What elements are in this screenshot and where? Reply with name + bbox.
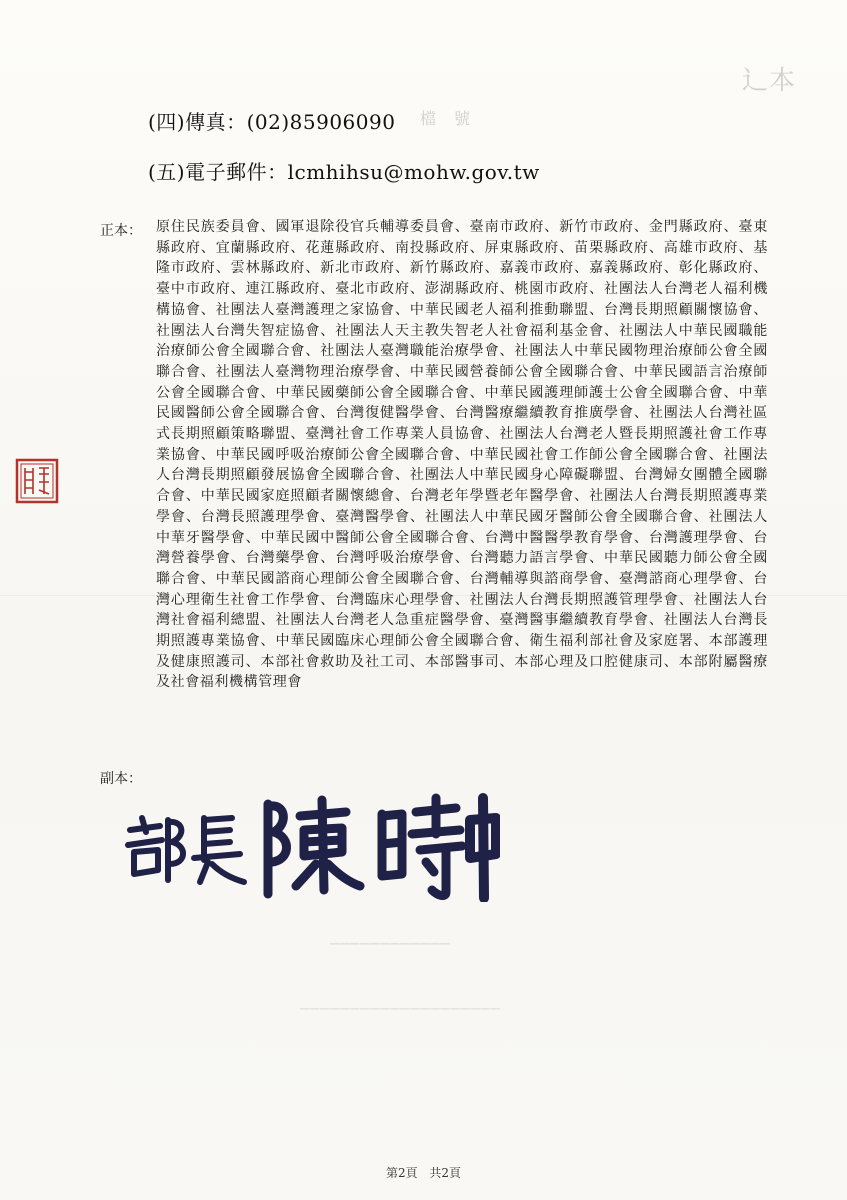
page-footer (0, 1164, 847, 1181)
page-number: 第2頁 (385, 1166, 418, 1180)
primary-recipients-label: 正本： (100, 223, 142, 239)
bleed-through-mark: ──────────── (330, 935, 451, 953)
copy-recipients-label: 副本： (100, 771, 142, 787)
bleed-through-mark: 辶本 (742, 66, 797, 96)
bleed-through-mark: 檔 號 (420, 109, 472, 128)
bleed-through-mark: ──────────────────── (300, 1000, 501, 1018)
page-total: 共2頁 (429, 1166, 462, 1180)
primary-recipients-list: 原住民族委員會、國軍退除役官兵輔導委員會、臺南市政府、新竹市政府、金門縣政府、臺東縣政府、宜蘭縣政府、花蓮縣政府、南投縣政府、屏東縣政府、苗栗縣政府、高雄市政府、基隆市政府、雲林縣政府、新北市政府、新竹縣政府、嘉義市政府、嘉義縣政府、彰化縣政府、臺中市政府、連江縣政府、臺北市政府、澎湖縣政府、桃園市政府、社團法人台灣老人福利機構協會、社團法人臺灣護理之家協會、中華民國老人福利推動聯盟、台灣長期照顧關懷協會、社團法人台灣失智症協會、社團法人天主教失智老人社會福利基金會、社團法人中華民國職能治療師公會全國聯合會、社團法人臺灣職能治療學會、社團法人中華民國物理治療師公會全國聯合會、社團法人臺灣物理治療學會、中華民國營養師公會全國聯合會、中華民國語言治療師公會全國聯合會、中華民國藥師公會全國聯合會、中華民國護理師護士公會全國聯合會、中華民國醫師公會全國聯合會、台灣復健醫學會、台灣醫療繼續教育推廣學會、社團法人台灣社區式長期照顧策略聯盟、臺灣社會工作專業人員協會、社團法人台灣老人暨長期照護社會工作專業協會、中華民國呼吸治療師公會全國聯合會、中華民國社會工作師公會全國聯合會、社團法人台灣長期照顧發展協會全國聯合會、社團法人中華民國身心障礙聯盟、台灣婦女團體全國聯合會、中華民國家庭照顧者關懷總會、台灣老年學暨老年醫學會、社團法人台灣長期照護專業學會、台灣長照護理學會、臺灣醫學會、社團法人中華民國牙醫師公會全國聯合會、社團法人中華牙醫學會、中華民國中醫師公會全國聯合會、台灣中醫醫學教育學會、台灣護理學會、台灣營養學會、台灣藥學會、台灣呼吸治療學會、台灣聽力語言學會、中華民國聽力師公會全國聯合會、中華民國諮商心理師公會全國聯合會、台灣輔導與諮商學會、臺灣諮商心理學會、台灣心理衛生社會工作學會、台灣臨床心理學會、社團法人台灣長期照護管理學會、社團法人台灣社會福利總盟、社團法人台灣老人急重症醫學會、臺灣醫事繼續教育學會、社團法人台灣長期照護專業協會、中華民國臨床心理師公會全國聯合會、衛生福利部社會及家庭署、本部護理及健康照護司、本部社會救助及社工司、本部醫事司、本部心理及口腔健康司、本部附屬醫療及社會福利機構管理會 (156, 219, 768, 691)
official-seal-stamp (15, 458, 59, 504)
fax-line: (四)傳真：(02)85906090 (148, 110, 396, 134)
email-line: (五)電子郵件：lcmhihsu@mohw.gov.tw (148, 160, 540, 184)
minister-signature (120, 790, 500, 902)
